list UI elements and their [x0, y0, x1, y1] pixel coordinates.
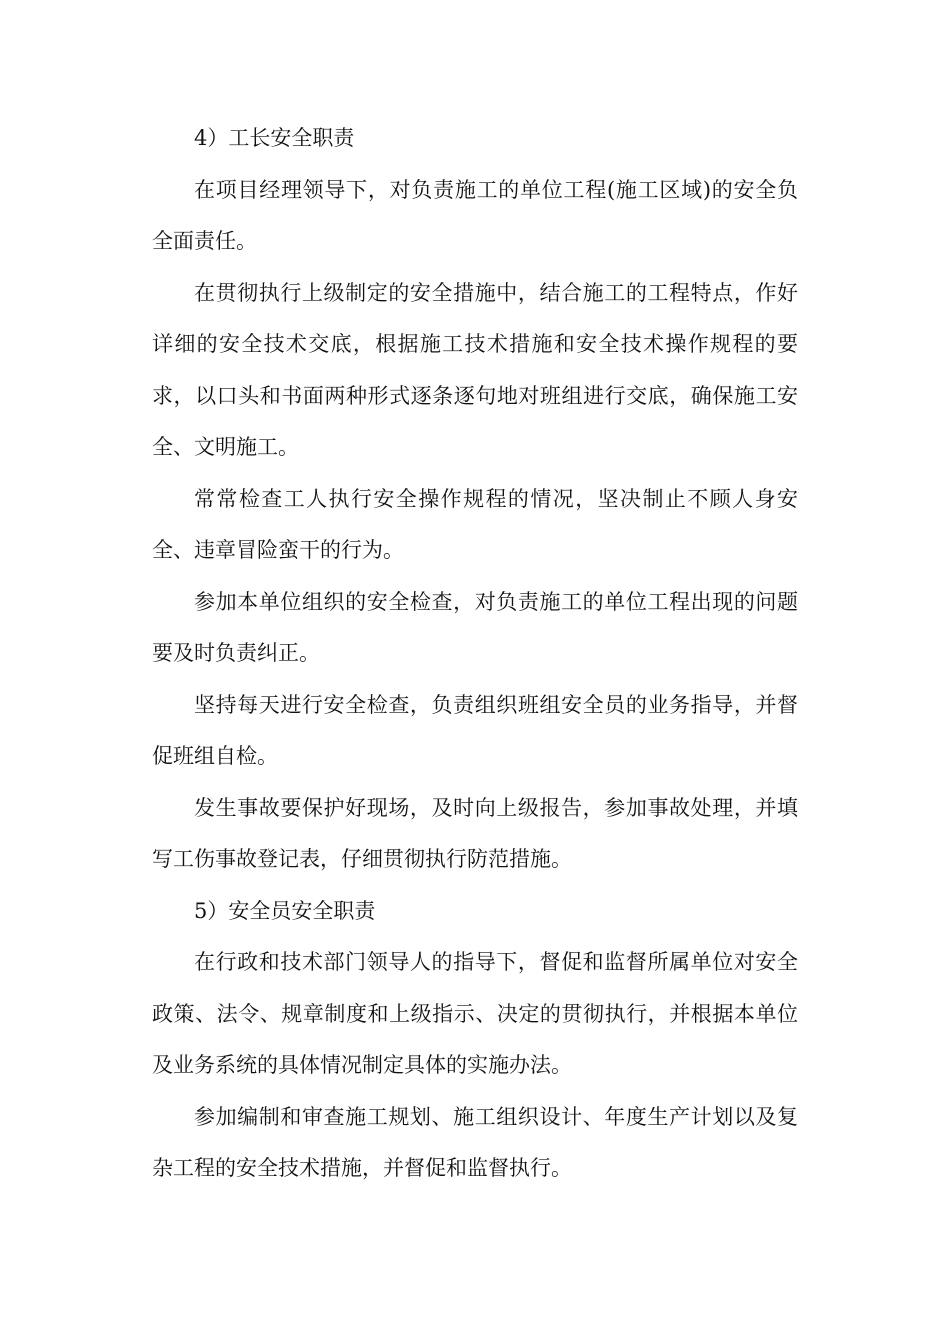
paragraph: 发生事故要保护好现场，及时向上级报告，参加事故处理，并填写工伤事故登记表，仔细贯彻执行防范措施。: [152, 795, 798, 871]
paragraph: 在行政和技术部门领导人的指导下，督促和监督所属单位对安全政策、法令、规章制度和上级指示、决定的贯彻执行，并根据本单位及业务系统的具体情况制定具体的实施办法。: [152, 950, 798, 1077]
paragraph: 参加编制和审查施工规划、施工组织设计、年度生产计划以及复杂工程的安全技术措施，并督促和监督执行。: [152, 1104, 798, 1180]
paragraph: 在项目经理领导下，对负责施工的单位工程(施工区域)的安全负全面责任。: [152, 177, 798, 253]
document-body: [152, 113, 798, 1195]
paragraph: 在贯彻执行上级制定的安全措施中，结合施工的工程特点，作好详细的安全技术交底，根据施工技术措施和安全技术操作规程的要求，以口头和书面两种形式逐条逐句地对班组进行交底，确保施工安全、文明施工。: [152, 280, 798, 459]
section-heading-foreman: 4）工长安全职责: [194, 126, 355, 150]
paragraph: 常常检查工人执行安全操作规程的情况，坚决制止不顾人身安全、违章冒险蛮干的行为。: [152, 486, 798, 562]
paragraph: 参加本单位组织的安全检查，对负责施工的单位工程出现的问题要及时负责纠正。: [152, 589, 798, 665]
section-heading-safety-officer: 5）安全员安全职责: [194, 898, 376, 923]
paragraph: 坚持每天进行安全检查，负责组织班组安全员的业务指导，并督促班组自检。: [152, 692, 798, 768]
